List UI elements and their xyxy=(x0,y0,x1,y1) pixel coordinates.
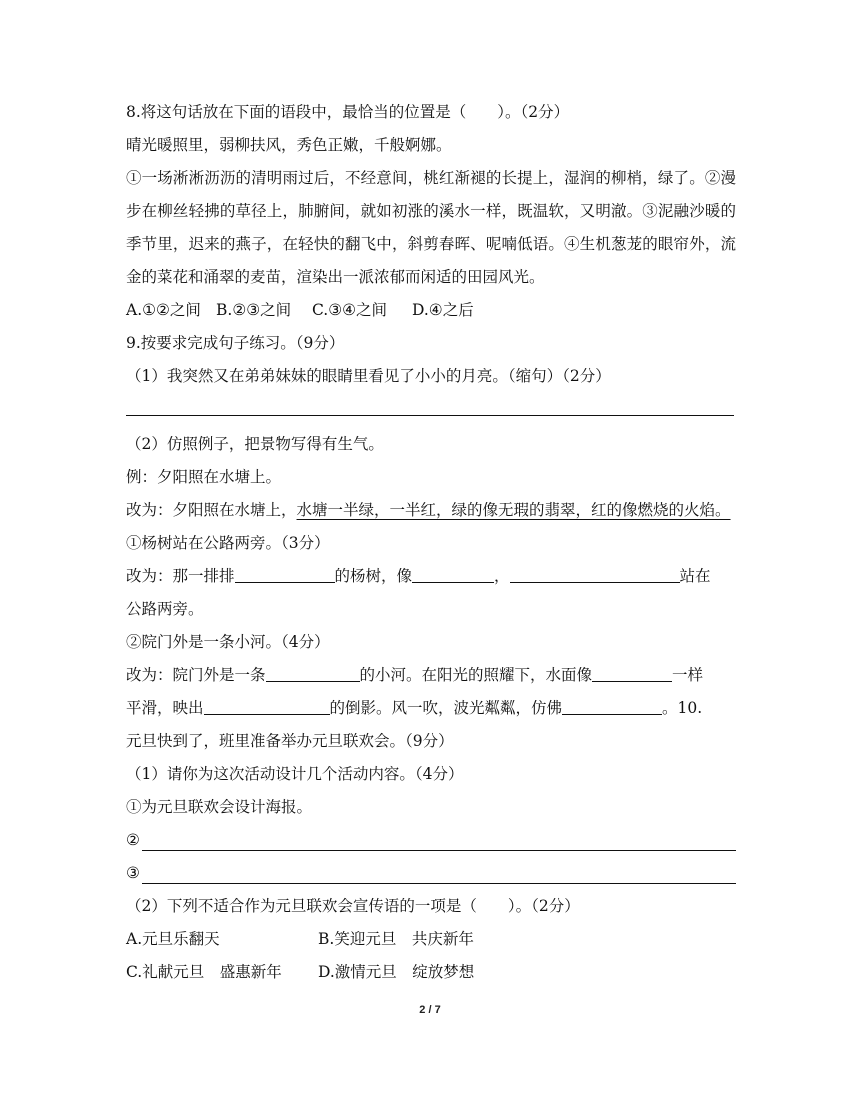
q10-option-d: D.激情元旦 绽放梦想 xyxy=(318,963,475,981)
q10-options-row-1 xyxy=(126,923,736,956)
item2-blank-4[interactable] xyxy=(562,696,662,715)
q9-item2: ②院门外是一条小河。（4分） xyxy=(126,633,330,651)
q10-part1: （1）请你为这次活动设计几个活动内容。（4分） xyxy=(126,765,464,783)
item2-text-c: 一样 xyxy=(672,666,704,684)
item1-blank-1[interactable] xyxy=(235,564,335,583)
q10-answer-2-marker: ② xyxy=(126,831,140,849)
q9-item2-fill xyxy=(126,659,736,692)
item2-blank-1[interactable] xyxy=(266,663,360,682)
item2-text-f: 。10. xyxy=(662,699,703,717)
q9-item1: ①杨树站在公路两旁。（3分） xyxy=(126,534,330,552)
item1-text-d: 站在 xyxy=(679,567,711,585)
q8-options xyxy=(126,294,736,327)
q10-answer-2-line[interactable] xyxy=(142,828,736,851)
q10-stem: 元旦快到了，班里准备举办元旦联欢会。（9分） xyxy=(126,732,454,750)
item1-text-a: 改为：那一排排 xyxy=(126,567,235,585)
q9-changed-prefix: 改为：夕阳照在水塘上， xyxy=(126,501,297,519)
item2-text-b: 的小河。在阳光的照耀下，水面像 xyxy=(359,666,593,684)
item2-text-a: 改为：院门外是一条 xyxy=(126,666,266,684)
item2-text-e: 的倒影。风一吹，波光粼粼，仿佛 xyxy=(329,699,563,717)
q8-option-b: B.②③之间 xyxy=(216,301,292,319)
item2-text-d: 平滑，映出 xyxy=(126,699,204,717)
q9-part2: （2）仿照例子，把景物写得有生气。 xyxy=(126,435,384,453)
q9-changed-underlined: 水塘一半绿，一半红，绿的像无瑕的翡翠，红的像燃烧的火焰。 xyxy=(296,501,731,519)
q10-answer-2 xyxy=(126,824,736,857)
item2-blank-3[interactable] xyxy=(204,696,330,715)
document-body xyxy=(126,96,736,989)
q9-stem: 9.按要求完成句子练习。（9分） xyxy=(126,334,345,352)
q9-item1-fill xyxy=(126,560,736,593)
q9-item1-end: 公路两旁。 xyxy=(126,600,204,618)
q8-option-c: C.③④之间 xyxy=(312,301,388,319)
q10-answer-1: ①为元旦联欢会设计海报。 xyxy=(126,798,313,816)
page-number: 2 / 7 xyxy=(419,1004,441,1016)
q9-part1: （1）我突然又在弟弟妹妹的眼睛里看见了小小的月亮。（缩句）（2分） xyxy=(126,367,611,385)
q9-part1-answer-line[interactable] xyxy=(126,393,734,416)
q10-answer-3-line[interactable] xyxy=(142,861,736,884)
q8-option-d: D.④之后 xyxy=(412,301,474,319)
q10-answer-3 xyxy=(126,857,736,890)
q9-example-changed xyxy=(126,494,736,527)
q8-stem: 8.将这句话放在下面的语段中，最恰当的位置是（ ）。（2分） xyxy=(126,103,570,121)
q9-item2-fill-2 xyxy=(126,692,736,725)
q8-sentence: 晴光暖照里，弱柳扶风，秀色正嫩，千般婀娜。 xyxy=(126,136,452,154)
item1-text-c: ， xyxy=(494,567,510,585)
item1-blank-3[interactable] xyxy=(510,564,680,583)
q10-options-row-2 xyxy=(126,956,736,989)
q8-passage: ①一场淅淅沥沥的清明雨过后，不经意间，桃红渐褪的长提上，湿润的柳梢，绿了。②漫步在柳丝轻拂的草径上，肺腑间，就如初涨的溪水一样，既温软，又明澈。③泥融沙暖的季节里，迟来的燕子，在轻快的翻飞中，斜剪春晖、呢喃低语。④生机葱茏的眼帘外，流金的菜花和涌翠的麦苗，渲染出一派浓郁而闲适的田园风光。 xyxy=(126,169,736,286)
q10-option-a: A.元旦乐翻天 xyxy=(126,930,220,948)
q10-part2: （2）下列不适合作为元旦联欢会宣传语的一项是（ ）。（2分） xyxy=(126,897,580,915)
q8-option-a: A.①②之间 xyxy=(126,301,201,319)
q9-example: 例：夕阳照在水塘上。 xyxy=(126,468,282,486)
item1-blank-2[interactable] xyxy=(412,564,494,583)
item1-text-b: 的杨树，像 xyxy=(334,567,413,585)
q10-option-c: C.礼献元旦 盛惠新年 xyxy=(126,963,282,981)
item2-blank-2[interactable] xyxy=(592,663,672,682)
q10-option-b: B.笑迎元旦 共庆新年 xyxy=(318,930,474,948)
q10-answer-3-marker: ③ xyxy=(126,864,140,882)
